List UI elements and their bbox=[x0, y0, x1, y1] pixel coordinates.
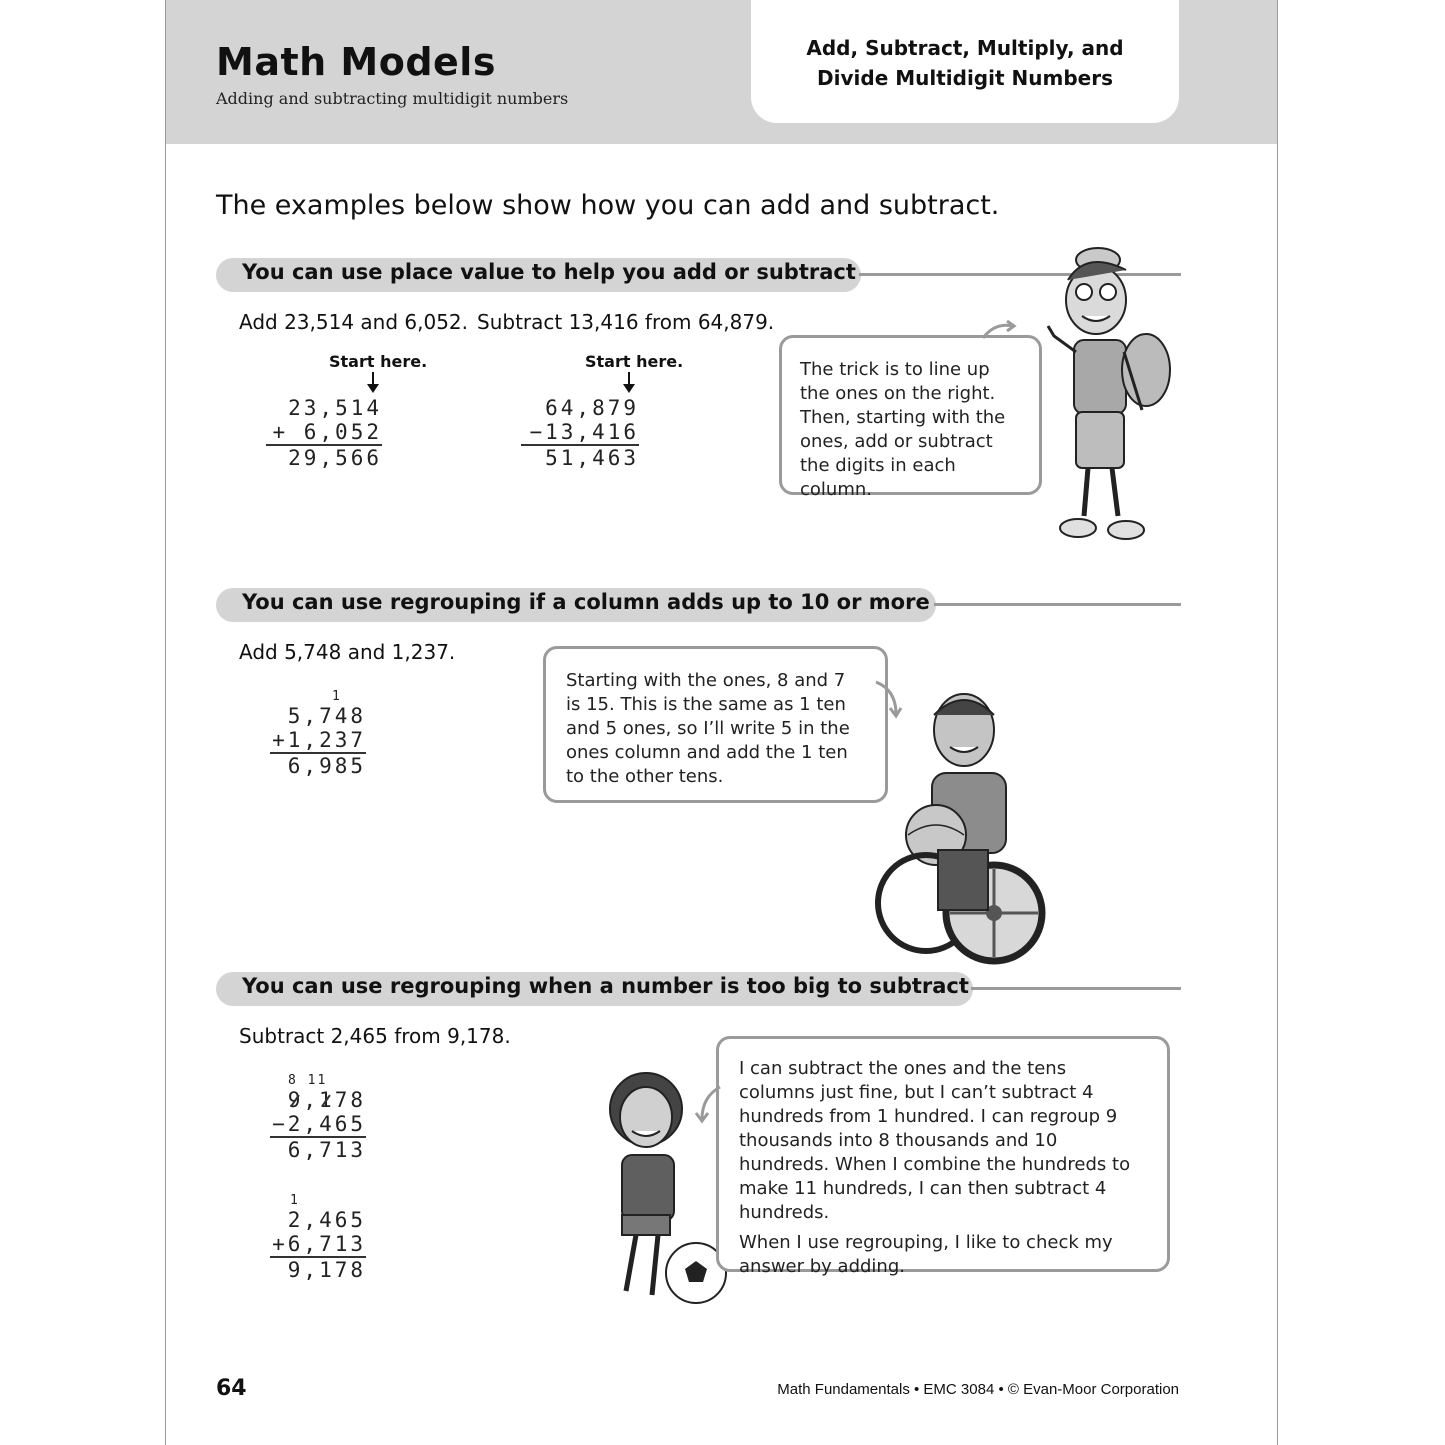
speech-bubble-3 bbox=[716, 1036, 1170, 1277]
section3-rule bbox=[971, 987, 1181, 990]
section3-check-top: 2,465 bbox=[287, 1208, 366, 1232]
section2-bottom: +1,237 bbox=[272, 728, 366, 752]
section2-carry: 1 bbox=[332, 689, 342, 704]
section2-result: 6,985 bbox=[270, 752, 366, 778]
section1-heading: You can use place value to help you add or subtract bbox=[242, 260, 856, 284]
topic-tab-text bbox=[751, 33, 1179, 93]
boy-in-wheelchair-illustration bbox=[876, 685, 1056, 965]
example2-start-label: Start here. bbox=[585, 352, 684, 371]
section2-heading-bar bbox=[216, 588, 936, 622]
footer-credit: Math Fundamentals • EMC 3084 • © Evan-Moor Corporation bbox=[777, 1381, 1179, 1398]
section3-heading: You can use regrouping when a number is too big to subtract bbox=[242, 974, 969, 998]
section1-heading-bar bbox=[216, 258, 861, 292]
section2-problem bbox=[270, 690, 366, 778]
topic-tab bbox=[751, 0, 1179, 123]
section3-top-comma: , bbox=[303, 1088, 320, 1112]
section3-top-rest: 78 bbox=[334, 1088, 366, 1112]
example2-top: 64,879 bbox=[545, 396, 639, 420]
bubble-tail bbox=[981, 320, 1021, 340]
speech-bubble-1 bbox=[779, 335, 1042, 500]
topic-tab-line1: Add, Subtract, Multiply, and bbox=[806, 36, 1124, 60]
section3-problem bbox=[270, 1074, 366, 1162]
example2-prompt: Subtract 13,416 from 64,879. bbox=[477, 310, 775, 334]
section3-check-problem bbox=[270, 1194, 366, 1282]
speech-bubble-3-text-2: When I use regrouping, I like to check my answer by adding. bbox=[739, 1232, 1113, 1277]
section3-top-crossed-hundreds: 1 bbox=[319, 1088, 335, 1112]
section3-carry: 8 11 bbox=[288, 1073, 328, 1088]
section3-heading-bar bbox=[216, 972, 973, 1006]
boy-with-cap-illustration bbox=[1046, 240, 1196, 550]
topic-tab-line2: Divide Multidigit Numbers bbox=[817, 66, 1113, 90]
section3-top bbox=[270, 1088, 366, 1112]
page-number: 64 bbox=[216, 1376, 247, 1401]
section2-prompt: Add 5,748 and 1,237. bbox=[239, 640, 456, 664]
section3-check-bottom: +6,713 bbox=[272, 1232, 366, 1256]
example2-problem bbox=[521, 396, 639, 470]
down-arrow-icon bbox=[366, 372, 380, 394]
worksheet-page bbox=[165, 0, 1278, 1445]
section3-top-crossed-thousands: 9 bbox=[287, 1088, 304, 1112]
example1-top: 23,514 bbox=[288, 396, 382, 420]
speech-bubble-2-text: Starting with the ones, 8 and 7 is 15. This is the same as 1 ten and 5 ones, so I’ll write 5 in the ones column and add the 1 ten to the other tens. bbox=[566, 670, 850, 787]
section3-prompt: Subtract 2,465 from 9,178. bbox=[239, 1024, 511, 1048]
intro-text: The examples below show how you can add and subtract. bbox=[216, 190, 1000, 221]
page-subtitle: Adding and subtracting multidigit numbers bbox=[216, 89, 569, 108]
example1-bottom: + 6,052 bbox=[272, 420, 382, 444]
section3-check-result: 9,178 bbox=[270, 1256, 366, 1282]
section2-rule bbox=[934, 603, 1181, 606]
example1-problem bbox=[266, 396, 382, 470]
bubble-tail bbox=[696, 1085, 726, 1125]
example2-bottom: −13,416 bbox=[529, 420, 639, 444]
example1-prompt: Add 23,514 and 6,052. bbox=[239, 310, 469, 334]
section3-check-carry: 1 bbox=[290, 1193, 300, 1208]
section3-result: 6,713 bbox=[270, 1136, 366, 1162]
header-band bbox=[166, 0, 1277, 144]
page-title: Math Models bbox=[216, 40, 496, 84]
section2-top: 5,748 bbox=[287, 704, 366, 728]
section3-bottom: −2,465 bbox=[272, 1112, 366, 1136]
speech-bubble-3-text: I can subtract the ones and the tens columns just fine, but I can’t subtract 4 hundreds from 1 hundred. I can regroup 9 thousands into 8 thousands and 10 hundreds. When I combine the hundreds to make 11 hundreds, I can then subtract 4 hundreds. bbox=[739, 1058, 1131, 1223]
example2-result: 51,463 bbox=[521, 444, 639, 470]
section2-heading: You can use regrouping if a column adds up to 10 or more bbox=[242, 590, 930, 614]
speech-bubble-1-text: The trick is to line up the ones on the right. Then, starting with the ones, add or subtract the digits in each column. bbox=[800, 359, 1006, 500]
example1-result: 29,566 bbox=[266, 444, 382, 470]
speech-bubble-2 bbox=[543, 646, 888, 803]
down-arrow-icon bbox=[622, 372, 636, 394]
example1-start-label: Start here. bbox=[329, 352, 428, 371]
